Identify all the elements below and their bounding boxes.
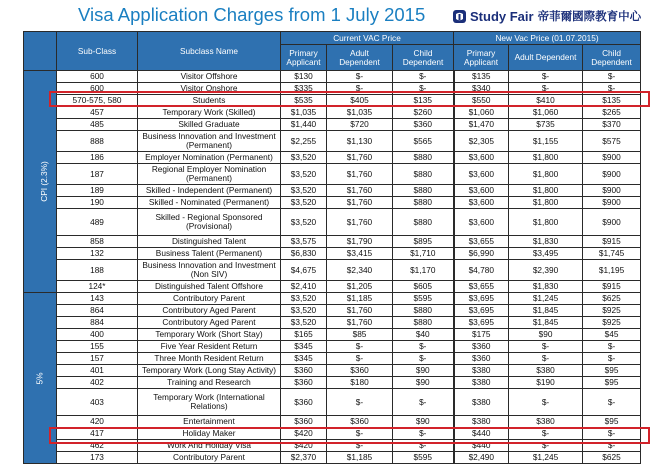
new-primary-header: Primary Applicant [454,45,509,71]
visa-charges-table [23,31,641,464]
current-child-cell: $880 [393,197,454,209]
current-primary-cell: $360 [281,365,327,377]
new-child-cell: $- [583,83,641,95]
current-adult-cell: $1,760 [327,209,393,236]
current-adult-cell: $180 [327,377,393,389]
new-child-cell: $925 [583,317,641,329]
new-child-cell: $900 [583,197,641,209]
new-adult-cell: $1,245 [509,293,583,305]
new-primary-cell: $3,695 [454,293,509,305]
current-child-cell: $- [393,71,454,83]
subclass-name-cell: Work And Holiday Visa [138,440,281,452]
current-primary-cell: $6,830 [281,248,327,260]
new-primary-cell: $3,600 [454,197,509,209]
subclass-name-cell: Contributory Aged Parent [138,305,281,317]
current-adult-cell: $- [327,71,393,83]
table-row [24,119,641,131]
study-fair-logo [452,5,641,27]
current-child-cell: $40 [393,329,454,341]
new-adult-cell: $- [509,71,583,83]
new-adult-cell: $- [509,83,583,95]
current-adult-cell: $1,035 [327,107,393,119]
new-child-cell: $265 [583,107,641,119]
current-primary-cell: $1,440 [281,119,327,131]
current-adult-cell: $1,760 [327,164,393,185]
table-row [24,377,641,389]
table-row [24,248,641,260]
current-adult-cell: $- [327,83,393,95]
new-primary-cell: $2,305 [454,131,509,152]
new-primary-cell: $3,695 [454,305,509,317]
current-child-cell: $- [393,353,454,365]
current-adult-cell: $1,760 [327,305,393,317]
new-child-cell: $900 [583,152,641,164]
new-adult-cell: $- [509,353,583,365]
subclass-name-cell: Visitor Offshore [138,71,281,83]
subclass-cell: 417 [57,428,138,440]
current-child-header: Child Dependent [393,45,454,71]
current-child-cell: $880 [393,152,454,164]
subclass-name-cell: Regional Employer Nomination (Permanent) [138,164,281,185]
current-primary-cell: $165 [281,329,327,341]
new-child-cell: $95 [583,377,641,389]
subclass-cell: 186 [57,152,138,164]
current-adult-cell: $2,340 [327,260,393,281]
subclass-name-cell: Holiday Maker [138,428,281,440]
table-row [24,260,641,281]
current-primary-header: Primary Applicant [281,45,327,71]
current-adult-cell: $1,790 [327,236,393,248]
new-primary-cell: $3,655 [454,236,509,248]
subclass-name-cell: Temporary Work (Skilled) [138,107,281,119]
new-child-cell: $45 [583,329,641,341]
new-adult-cell: $380 [509,365,583,377]
new-child-cell: $1,195 [583,260,641,281]
table-row [24,164,641,185]
new-primary-cell: $440 [454,428,509,440]
table-row [24,197,641,209]
subclass-name-cell: Training and Research [138,377,281,389]
subclass-cell: 173 [57,452,138,464]
current-primary-cell: $360 [281,416,327,428]
new-adult-cell: $1,830 [509,281,583,293]
current-primary-cell: $2,370 [281,452,327,464]
subclass-name-cell: Distinguished Talent Offshore [138,281,281,293]
current-adult-cell: $720 [327,119,393,131]
current-primary-cell: $360 [281,389,327,416]
page-title: Visa Application Charges from 1 July 2015 [78,4,426,25]
new-primary-cell: $135 [454,71,509,83]
new-child-cell: $925 [583,305,641,317]
current-primary-cell: $4,675 [281,260,327,281]
current-child-cell: $260 [393,107,454,119]
new-primary-cell: $360 [454,353,509,365]
table-row [24,341,641,353]
subclass-name-cell: Entertainment [138,416,281,428]
table-row [24,83,641,95]
category-label: 5% [34,372,45,384]
table-row [24,317,641,329]
new-adult-cell: $1,800 [509,185,583,197]
table-row [24,389,641,416]
table-row [24,281,641,293]
subclass-cell: 188 [57,260,138,281]
new-adult-cell: $- [509,440,583,452]
new-child-cell: $95 [583,365,641,377]
current-child-cell: $1,170 [393,260,454,281]
subclass-name-cell: Business Innovation and Investment (Non SIV) [138,260,281,281]
current-child-cell: $880 [393,317,454,329]
current-primary-cell: $535 [281,95,327,107]
table-row [24,152,641,164]
current-adult-cell: $360 [327,365,393,377]
subclass-cell: 457 [57,107,138,119]
table-row [24,131,641,152]
new-adult-cell: $3,495 [509,248,583,260]
new-primary-cell: $550 [454,95,509,107]
subclass-name-cell: Temporary Work (International Relations) [138,389,281,416]
subclass-cell: 157 [57,353,138,365]
new-adult-cell: $190 [509,377,583,389]
subclass-cell: 884 [57,317,138,329]
new-adult-cell: $2,390 [509,260,583,281]
subclass-name-cell: Skilled - Regional Sponsored (Provisional) [138,209,281,236]
new-child-cell: $370 [583,119,641,131]
new-child-cell: $- [583,353,641,365]
table-body [24,71,641,464]
new-primary-cell: $3,600 [454,164,509,185]
current-child-cell: $- [393,341,454,353]
current-primary-cell: $2,255 [281,131,327,152]
new-adult-cell: $410 [509,95,583,107]
subclass-cell: 864 [57,305,138,317]
new-adult-cell: $735 [509,119,583,131]
current-adult-cell: $1,185 [327,452,393,464]
subclass-name-cell: Temporary Work (Short Stay) [138,329,281,341]
table-row [24,365,641,377]
new-child-cell: $95 [583,416,641,428]
current-primary-cell: $345 [281,353,327,365]
new-primary-cell: $1,060 [454,107,509,119]
table-row [24,353,641,365]
new-adult-cell: $1,155 [509,131,583,152]
new-adult-cell: $1,800 [509,164,583,185]
new-primary-cell: $6,990 [454,248,509,260]
subclass-cell: 187 [57,164,138,185]
new-adult-cell: $1,800 [509,197,583,209]
subclass-name-cell: Contributory Parent [138,452,281,464]
current-adult-cell: $- [327,389,393,416]
current-adult-cell: $360 [327,416,393,428]
table-row [24,185,641,197]
subclass-cell: 124* [57,281,138,293]
current-child-cell: $895 [393,236,454,248]
current-adult-cell: $1,185 [327,293,393,305]
new-adult-cell: $1,245 [509,452,583,464]
subclass-name-cell: Skilled Graduate [138,119,281,131]
subclass-cell: 462 [57,440,138,452]
subclass-cell: 402 [57,377,138,389]
current-child-cell: $595 [393,452,454,464]
new-child-cell: $- [583,389,641,416]
new-adult-cell: $90 [509,329,583,341]
subclass-name-cell: Visitor Onshore [138,83,281,95]
subclass-cell: 143 [57,293,138,305]
new-child-cell: $900 [583,185,641,197]
current-primary-cell: $360 [281,377,327,389]
subclass-cell: 420 [57,416,138,428]
current-primary-cell: $3,520 [281,305,327,317]
category-five-percent [24,293,57,464]
current-child-cell: $605 [393,281,454,293]
new-adult-cell: $1,830 [509,236,583,248]
subclass-cell: 888 [57,131,138,152]
new-adult-cell: $1,845 [509,305,583,317]
current-primary-cell: $130 [281,71,327,83]
logo-brand: Study Fair [470,8,534,24]
new-adult-cell: $1,800 [509,209,583,236]
current-primary-cell: $1,035 [281,107,327,119]
logo-chinese: 帝菲爾國際教育中心 [537,9,642,23]
subclass-cell: 189 [57,185,138,197]
current-adult-cell: $- [327,440,393,452]
current-child-cell: $565 [393,131,454,152]
current-adult-cell: $- [327,353,393,365]
subclass-name-cell: Temporary Work (Long Stay Activity) [138,365,281,377]
subclass-name-cell: Business Talent (Permanent) [138,248,281,260]
subclass-cell: 400 [57,329,138,341]
current-adult-cell: $1,760 [327,185,393,197]
current-primary-cell: $3,520 [281,164,327,185]
current-child-cell: $135 [393,95,454,107]
current-child-cell: $- [393,389,454,416]
current-primary-cell: $3,520 [281,152,327,164]
current-child-cell: $- [393,440,454,452]
new-adult-cell: $- [509,428,583,440]
current-adult-cell: $85 [327,329,393,341]
new-child-cell: $625 [583,293,641,305]
current-adult-cell: $1,760 [327,197,393,209]
subclass-name-cell: Three Month Resident Return [138,353,281,365]
current-primary-cell: $345 [281,341,327,353]
subclass-cell: 401 [57,365,138,377]
new-child-cell: $575 [583,131,641,152]
new-primary-cell: $340 [454,83,509,95]
current-child-cell: $360 [393,119,454,131]
new-adult-header: Adult Dependent [509,45,583,71]
current-adult-cell: $1,760 [327,152,393,164]
current-primary-cell: $3,520 [281,197,327,209]
subclass-cell: 403 [57,389,138,416]
current-child-cell: $- [393,428,454,440]
subclass-name-cell: Employer Nomination (Permanent) [138,152,281,164]
table-row [24,452,641,464]
subclass-cell: 132 [57,248,138,260]
current-child-cell: $90 [393,365,454,377]
current-primary-cell: $3,520 [281,293,327,305]
current-child-cell: $880 [393,164,454,185]
table-row [24,440,641,452]
study-fair-logo-icon [452,9,467,24]
table-row [24,95,641,107]
new-adult-cell: $1,060 [509,107,583,119]
new-child-cell: $- [583,71,641,83]
current-primary-cell: $3,520 [281,185,327,197]
new-child-cell: $1,745 [583,248,641,260]
current-primary-cell: $3,575 [281,236,327,248]
current-adult-cell: $- [327,341,393,353]
new-child-cell: $- [583,341,641,353]
subclass-cell: 600 [57,71,138,83]
current-child-cell: $595 [393,293,454,305]
subclass-name-cell: Skilled - Nominated (Permanent) [138,197,281,209]
current-child-cell: $1,710 [393,248,454,260]
table-row [24,107,641,119]
new-child-cell: $900 [583,164,641,185]
new-primary-cell: $380 [454,377,509,389]
current-adult-cell: $405 [327,95,393,107]
new-primary-cell: $380 [454,365,509,377]
current-primary-cell: $420 [281,440,327,452]
new-child-cell: $- [583,440,641,452]
subclass-name-cell: Contributory Aged Parent [138,317,281,329]
subclass-name-cell: Business Innovation and Investment (Permanent) [138,131,281,152]
subclass-cell: 489 [57,209,138,236]
current-primary-cell: $420 [281,428,327,440]
subclass-cell: 570-575, 580 [57,95,138,107]
current-child-cell: $880 [393,209,454,236]
new-primary-cell: $2,490 [454,452,509,464]
new-child-cell: $625 [583,452,641,464]
subclass-name-header: Subclass Name [138,32,281,71]
new-child-cell: $900 [583,209,641,236]
new-primary-cell: $4,780 [454,260,509,281]
table-row [24,236,641,248]
new-child-cell: $915 [583,236,641,248]
new-child-header: Child Dependent [583,45,641,71]
subclass-cell: 155 [57,341,138,353]
new-primary-cell: $175 [454,329,509,341]
new-primary-cell: $440 [454,440,509,452]
current-child-cell: $- [393,83,454,95]
current-adult-cell: $1,205 [327,281,393,293]
category-cpi [24,71,57,293]
table-row [24,71,641,83]
new-child-cell: $- [583,428,641,440]
subclass-cell: 600 [57,83,138,95]
new-primary-cell: $1,470 [454,119,509,131]
subclass-name-cell: Skilled - Independent (Permanent) [138,185,281,197]
new-adult-cell: $380 [509,416,583,428]
current-child-cell: $880 [393,305,454,317]
current-primary-cell: $335 [281,83,327,95]
current-adult-header: Adult Dependent [327,45,393,71]
subclass-header: Sub-Class [57,32,138,71]
subclass-name-cell: Students [138,95,281,107]
new-primary-cell: $3,655 [454,281,509,293]
current-price-header: Current VAC Price [281,32,454,45]
category-label: CPI (2.3%) [38,161,49,202]
subclass-name-cell: Distinguished Talent [138,236,281,248]
current-child-cell: $880 [393,185,454,197]
current-primary-cell: $3,520 [281,209,327,236]
current-adult-cell: $1,760 [327,317,393,329]
new-child-cell: $135 [583,95,641,107]
current-adult-cell: $- [327,428,393,440]
subclass-name-cell: Contributory Parent [138,293,281,305]
new-adult-cell: $- [509,341,583,353]
new-price-header: New Vac Price (01.07.2015) [454,32,641,45]
subclass-cell: 858 [57,236,138,248]
current-child-cell: $90 [393,377,454,389]
table-row [24,305,641,317]
new-primary-cell: $380 [454,416,509,428]
table-row [24,428,641,440]
new-primary-cell: $360 [454,341,509,353]
new-primary-cell: $3,600 [454,209,509,236]
current-adult-cell: $3,415 [327,248,393,260]
new-adult-cell: $1,845 [509,317,583,329]
current-primary-cell: $2,410 [281,281,327,293]
current-adult-cell: $1,130 [327,131,393,152]
new-primary-cell: $380 [454,389,509,416]
new-primary-cell: $3,695 [454,317,509,329]
new-adult-cell: $1,800 [509,152,583,164]
new-primary-cell: $3,600 [454,185,509,197]
current-primary-cell: $3,520 [281,317,327,329]
subclass-cell: 190 [57,197,138,209]
current-child-cell: $90 [393,416,454,428]
new-primary-cell: $3,600 [454,152,509,164]
new-child-cell: $915 [583,281,641,293]
table-row [24,416,641,428]
table-row [24,329,641,341]
table-row [24,293,641,305]
subclass-name-cell: Five Year Resident Return [138,341,281,353]
subclass-cell: 485 [57,119,138,131]
category-header [24,32,57,71]
table-row [24,209,641,236]
new-adult-cell: $- [509,389,583,416]
